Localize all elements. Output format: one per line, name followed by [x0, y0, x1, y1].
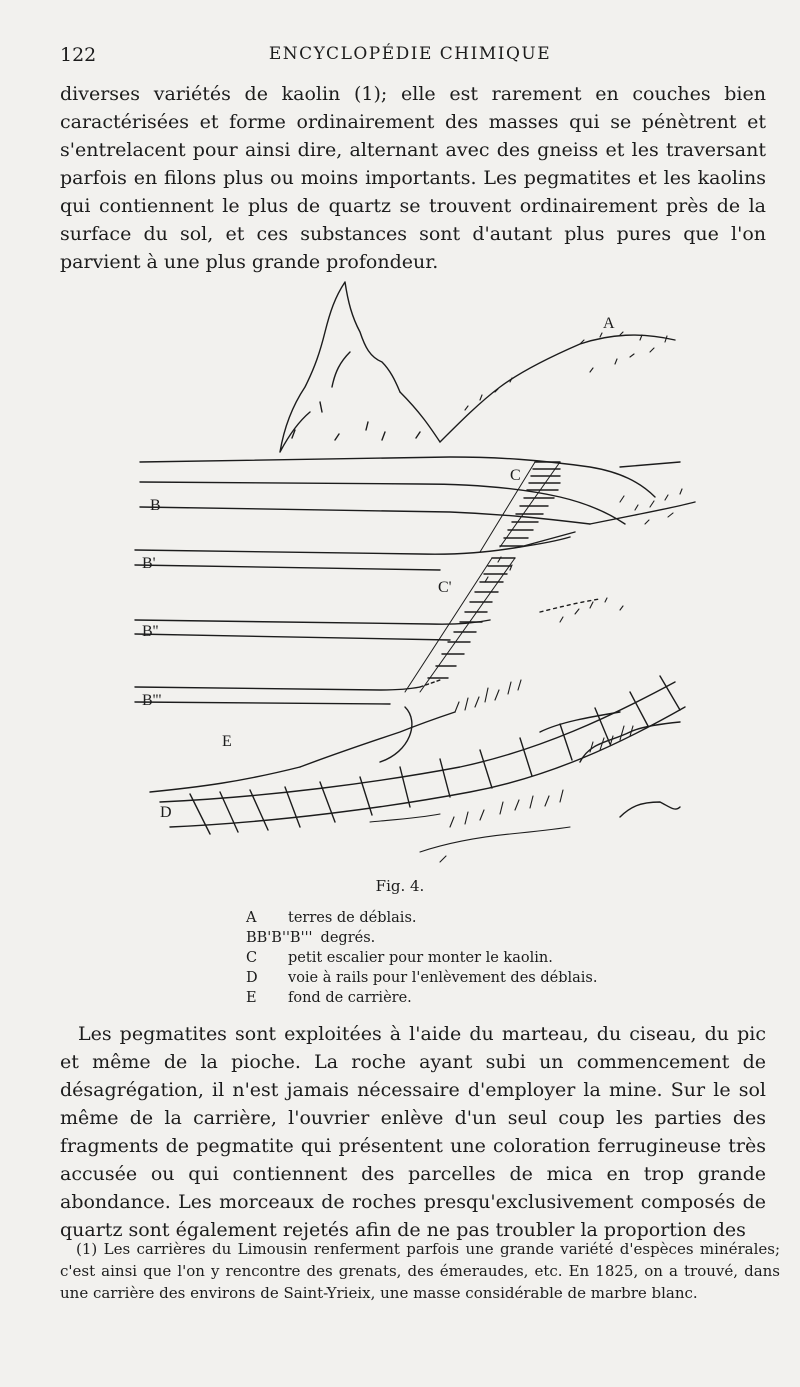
- legend-row-A: [246, 908, 706, 928]
- legend-text: terres de déblais.: [288, 910, 417, 926]
- legend-row-C: [246, 948, 706, 968]
- quarry-illustration: [120, 262, 710, 872]
- paragraph-1: diverses variétés de kaolin (1); elle est rarement en couches bien caractérisées et forme ordinairement des masses qui se pénètrent et s'entrelacent pour ainsi dire, alternant avec des gneiss et les traversant parfois en filons plus ou moins importants. Les pegmatites et les kaolins qui contiennent le plus de quartz se trouvent ordinairement près de la surface du sol, et ces substances sont d'autant plus pures que l'on parvient à une plus grande profondeur.: [60, 83, 766, 273]
- label-B2: B'': [142, 623, 159, 640]
- legend-row-E: [246, 988, 706, 1008]
- legend-key: A: [246, 910, 257, 926]
- page-number: 122: [60, 44, 97, 66]
- footnote: (1) Les carrières du Limousin renferment parfois une grande variété d'espèces minérales; c'est ainsi que l'on y rencontre des grenats, des émeraudes, etc. En 1825, on a trouvé, dans une carrière des environs de Saint-Yrieix, une masse considérable de marbre blanc.: [60, 1240, 780, 1302]
- legend-text: voie à rails pour l'enlèvement des déblais.: [288, 970, 598, 986]
- figure-caption: Fig. 4.: [375, 877, 425, 895]
- legend-key: D: [246, 970, 258, 986]
- label-C: C: [510, 467, 521, 484]
- label-C1: C': [438, 579, 452, 596]
- legend-text: fond de carrière.: [288, 990, 412, 1006]
- paragraph-2: Les pegmatites sont exploitées à l'aide du marteau, du ciseau, du pic et même de la pioche. La roche ayant subi un commencement de désagrégation, il n'est jamais nécessaire d'employer la mine. Sur le sol même de la carrière, l'ouvrier enlève d'un seul coup les parties des fragments de pegmatite qui présentent une coloration ferrugineuse très accusée ou qui contiennent des parcelles de mica en trop grande abondance. Les morceaux de roches presqu'exclusivement composés de quartz sont également rejetés afin de ne pas troubler la proportion des: [60, 1023, 766, 1241]
- label-B: B: [150, 497, 161, 514]
- quarry-figure: [120, 262, 710, 872]
- label-A: A: [603, 315, 615, 332]
- label-B1: B': [142, 555, 156, 572]
- legend-row-B: [246, 928, 706, 948]
- running-title: ENCYCLOPÉDIE CHIMIQUE: [268, 44, 552, 64]
- legend-row-D: [246, 968, 706, 988]
- legend-text: petit escalier pour monter le kaolin.: [288, 950, 553, 966]
- label-E: E: [222, 733, 232, 750]
- page-header: [60, 44, 760, 70]
- label-B3: B''': [142, 692, 162, 709]
- figure-legend: [246, 908, 706, 1008]
- legend-key: C: [246, 950, 258, 966]
- legend-text: degrés.: [320, 930, 376, 946]
- legend-key: E: [246, 990, 257, 1006]
- legend-key: BB'B''B''': [246, 930, 313, 946]
- label-D: D: [160, 804, 172, 821]
